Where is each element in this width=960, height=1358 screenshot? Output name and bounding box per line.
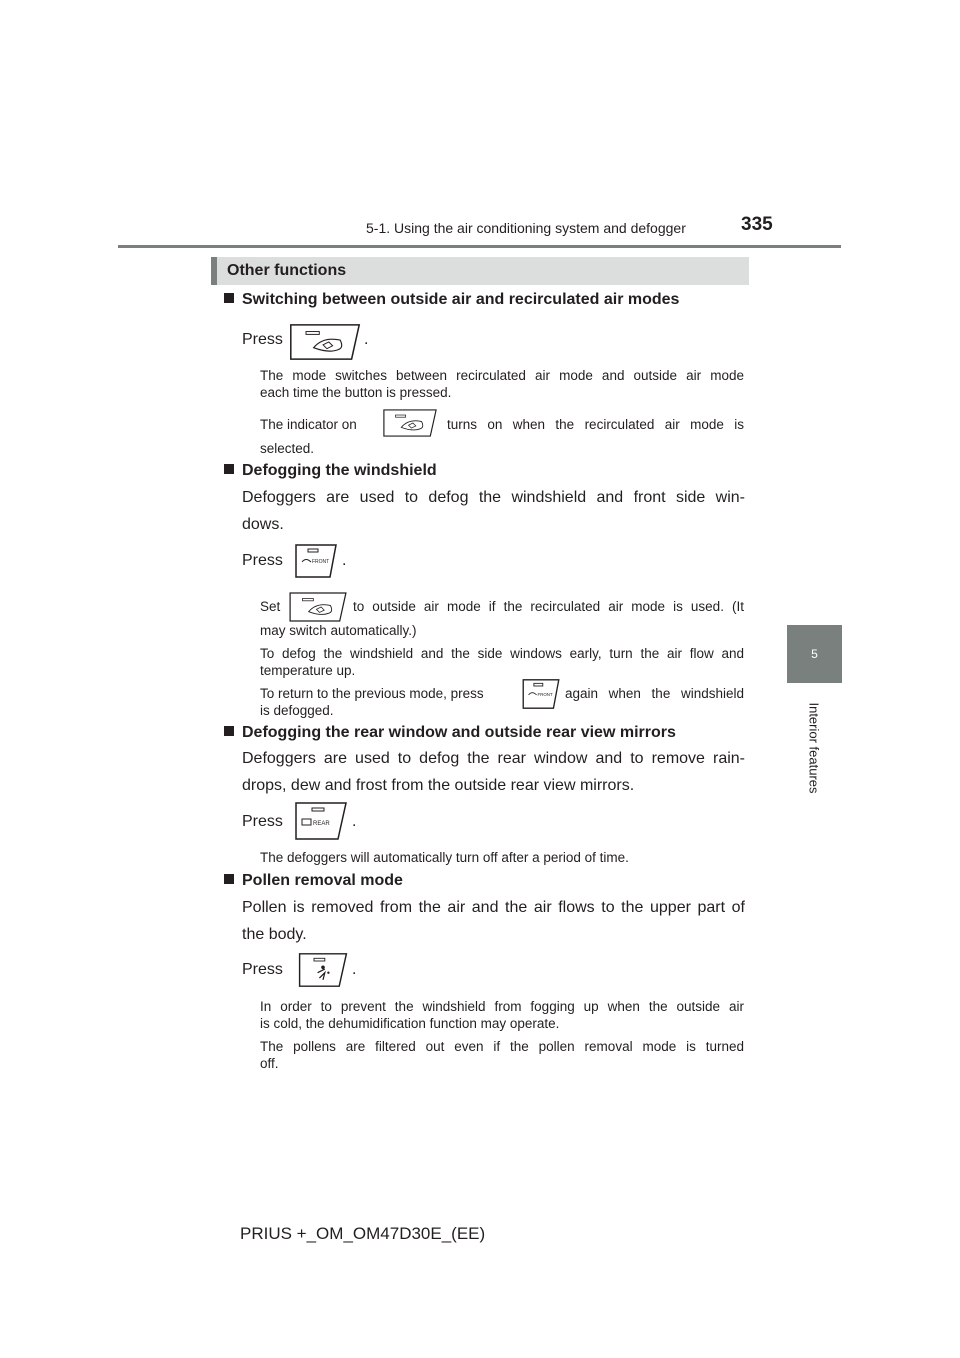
note-paragraph: The mode switches between recirculated air mode and outside air mode each time the button is pressed. — [260, 368, 744, 400]
recirculated-air-button-icon — [287, 590, 349, 624]
press-instruction: Press — [242, 331, 283, 348]
note-text: to outside air mode if the recirculated air mode is used. (It — [353, 599, 744, 614]
press-period: . — [364, 331, 369, 348]
press-period: . — [352, 961, 357, 978]
svg-text:REAR: REAR — [313, 821, 330, 827]
note-paragraph: The pollens are filtered out even if the pollen removal mode is turned off. — [260, 1039, 744, 1071]
recirculated-air-button-icon — [381, 406, 439, 440]
document-id: PRIUS +_OM_OM47D30E_(EE) — [240, 1224, 486, 1243]
note-text: The indicator on — [260, 417, 357, 432]
note-text: may switch automatically.) — [260, 623, 417, 638]
section-breadcrumb: 5-1. Using the air conditioning system and defogger — [366, 220, 686, 236]
note-paragraph: To defog the windshield and the side windows early, turn the air flow and temperature up. — [260, 646, 744, 678]
topic-heading: Defogging the rear window and outside rear view mirrors — [224, 724, 676, 742]
body-paragraph: Defoggers are used to defog the windshield and front side win- dows. — [242, 489, 745, 533]
section-heading — [211, 257, 749, 285]
svg-text:FRONT: FRONT — [537, 691, 553, 697]
note-text: selected. — [260, 441, 315, 456]
note-text: The defoggers will automatically turn off after a period of time. — [260, 850, 629, 865]
section-heading-text: Other functions — [227, 262, 347, 279]
body-paragraph: Pollen is removed from the air and the air flows to the upper part of the body. — [242, 899, 745, 943]
chapter-side-label: Interior features — [806, 702, 822, 794]
press-instruction: Press — [242, 813, 283, 830]
rear-defogger-button-icon — [294, 801, 348, 841]
topic-heading: Defogging the windshield — [224, 462, 437, 480]
chapter-tab: 5 — [787, 625, 842, 683]
note-text: again when the windshield — [565, 686, 744, 701]
note-text: Set — [260, 599, 281, 614]
note-text: turns on when the recirculated air mode is — [447, 417, 744, 432]
pollen-removal-button-icon — [296, 950, 350, 990]
press-instruction: Press — [242, 961, 283, 978]
header-rule — [118, 245, 841, 248]
body-paragraph: Defoggers are used to defog the rear window and to remove rain- drops, dew and frost from the outside rear view mirrors. — [242, 750, 745, 794]
press-period: . — [342, 552, 347, 569]
topic-heading: Switching between outside air and recirculated air modes — [224, 291, 679, 309]
front-defogger-button-icon — [294, 543, 338, 579]
press-period: . — [352, 813, 357, 830]
note-paragraph: In order to prevent the windshield from fogging up when the outside air is cold, the dehumidification function may operate. — [260, 999, 744, 1031]
note-text: is defogged. — [260, 703, 334, 718]
note-text: To return to the previous mode, press — [260, 686, 484, 701]
svg-text:FRONT: FRONT — [312, 559, 330, 565]
topic-heading: Pollen removal mode — [224, 872, 403, 890]
press-instruction: Press — [242, 552, 283, 569]
recirculated-air-button-icon — [287, 322, 363, 362]
page-number: 335 — [741, 214, 773, 235]
